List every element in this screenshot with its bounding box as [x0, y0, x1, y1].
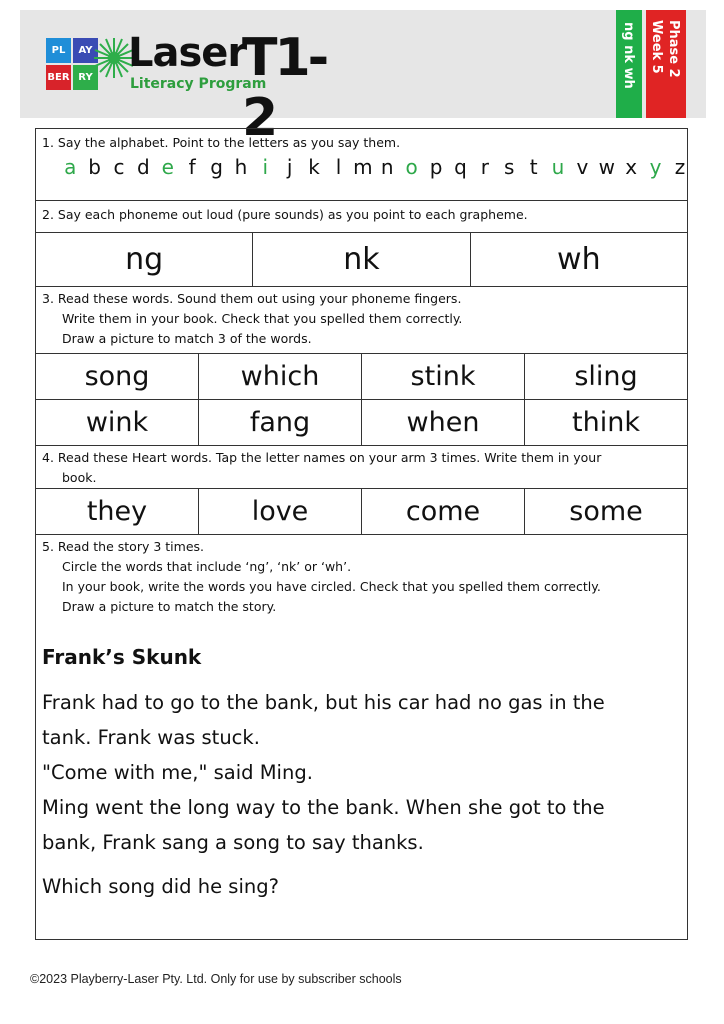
alphabet-letter: m: [353, 155, 373, 179]
instruction-line: 3. Read these words. Sound them out using your phoneme fingers.: [42, 291, 462, 306]
alphabet-letter: r: [480, 155, 489, 179]
alphabet-letter: w: [598, 155, 615, 179]
alphabet-letter: j: [286, 155, 293, 179]
alphabet-letter: i: [262, 155, 269, 179]
focus-tab: [616, 10, 642, 118]
task-3: [36, 287, 687, 354]
alphabet-letter: g: [210, 155, 223, 179]
alphabet-letter: f: [188, 155, 196, 179]
story-line: Frank had to go to the bank, but his car had no gas in the: [42, 691, 605, 714]
instruction-line: Circle the words that include ‘ng’, ‘nk’ or ‘wh’.: [62, 559, 352, 574]
alphabet-letter: o: [405, 155, 418, 179]
alphabet-letter: p: [429, 155, 443, 179]
alphabet-letter: c: [113, 155, 125, 179]
task-4-instruction: [36, 446, 687, 488]
word-cell: wink: [36, 400, 199, 445]
heart-word-cell: some: [569, 496, 643, 527]
instruction-line: book.: [62, 470, 97, 485]
story-line: tank. Frank was stuck.: [42, 726, 260, 749]
grapheme-cell: nk: [253, 233, 470, 286]
word-row-1: [36, 354, 687, 400]
alphabet-row: [58, 155, 692, 179]
alphabet-letter: t: [529, 155, 538, 179]
grapheme-cell: wh: [557, 242, 601, 277]
word-cell: sling: [574, 361, 638, 392]
word-cell: stink: [362, 354, 525, 399]
alphabet-letter: n: [380, 155, 394, 179]
puzzle-logo-icon: [46, 38, 98, 90]
logo-subtitle: Literacy Program: [130, 76, 267, 92]
instruction-line: Draw a picture to match the story.: [62, 599, 277, 614]
copyright-footer: ©2023 Playberry-Laser Pty. Ltd. Only for use by subscriber schools: [30, 972, 402, 986]
alphabet-letter: x: [625, 155, 638, 179]
story-line: Ming went the long way to the bank. When she got to the: [42, 796, 605, 819]
heart-word-cell: they: [36, 489, 199, 534]
puzzle-piece: BER: [46, 65, 71, 90]
phase-label: Phase 2: [666, 20, 681, 78]
story-line: "Come with me," said Ming.: [42, 761, 313, 784]
instruction-line: 5. Read the story 3 times.: [42, 539, 204, 554]
story-question: Which song did he sing?: [42, 875, 279, 898]
alphabet-letter: l: [335, 155, 342, 179]
logo-wordmark: Laser: [128, 30, 247, 76]
task-5-instruction: [36, 535, 687, 617]
word-cell: which: [199, 354, 362, 399]
task-2: [36, 201, 687, 233]
task-3-instruction: [36, 287, 687, 349]
word-row-2: [36, 400, 687, 446]
week-label: Week 5: [649, 20, 664, 74]
phase-tab: [646, 10, 686, 118]
word-cell: think: [572, 407, 640, 438]
alphabet-letter: h: [234, 155, 248, 179]
puzzle-piece: PL: [46, 38, 71, 63]
alphabet-letter: z: [674, 155, 686, 179]
alphabet-letter: b: [88, 155, 101, 179]
puzzle-piece: AY: [73, 38, 98, 63]
word-cell: fang: [199, 400, 362, 445]
alphabet-letter: q: [454, 155, 467, 179]
word-cell: when: [362, 400, 525, 445]
alphabet-letter: s: [504, 155, 515, 179]
grapheme-cell: ng: [36, 233, 253, 286]
heart-word-cell: come: [362, 489, 525, 534]
alphabet-letter: d: [137, 155, 150, 179]
task-2-instruction: 2. Say each phoneme out loud (pure sounds) as you point to each grapheme.: [42, 207, 528, 222]
instruction-line: Draw a picture to match 3 of the words.: [62, 331, 312, 346]
task-1-instruction: 1. Say the alphabet. Point to the letters as you say them.: [42, 135, 401, 150]
task-1: [36, 129, 687, 201]
alphabet-letter: k: [308, 155, 320, 179]
alphabet-letter: v: [576, 155, 589, 179]
story-title: Frank’s Skunk: [42, 645, 202, 669]
alphabet-letter: y: [649, 155, 662, 179]
instruction-line: Write them in your book. Check that you spelled them correctly.: [62, 311, 463, 326]
task-5: [36, 535, 687, 939]
story-line: bank, Frank sang a song to say thanks.: [42, 831, 424, 854]
grapheme-row: [36, 233, 687, 287]
focus-graphemes: ng nk wh: [621, 22, 636, 89]
alphabet-letter: a: [64, 155, 77, 179]
puzzle-piece: RY: [73, 65, 98, 90]
alphabet-letter: e: [161, 155, 174, 179]
word-cell: song: [36, 354, 199, 399]
heart-word-cell: love: [199, 489, 362, 534]
worksheet: [35, 128, 688, 940]
alphabet-letter: u: [551, 155, 565, 179]
instruction-line: 4. Read these Heart words. Tap the letter names on your arm 3 times. Write them in your: [42, 450, 602, 465]
story-text: [42, 685, 672, 860]
level-label: T1-2: [242, 28, 327, 148]
task-4: [36, 446, 687, 489]
instruction-line: In your book, write the words you have circled. Check that you spelled them correctly.: [62, 579, 601, 594]
heart-word-row: [36, 489, 687, 535]
